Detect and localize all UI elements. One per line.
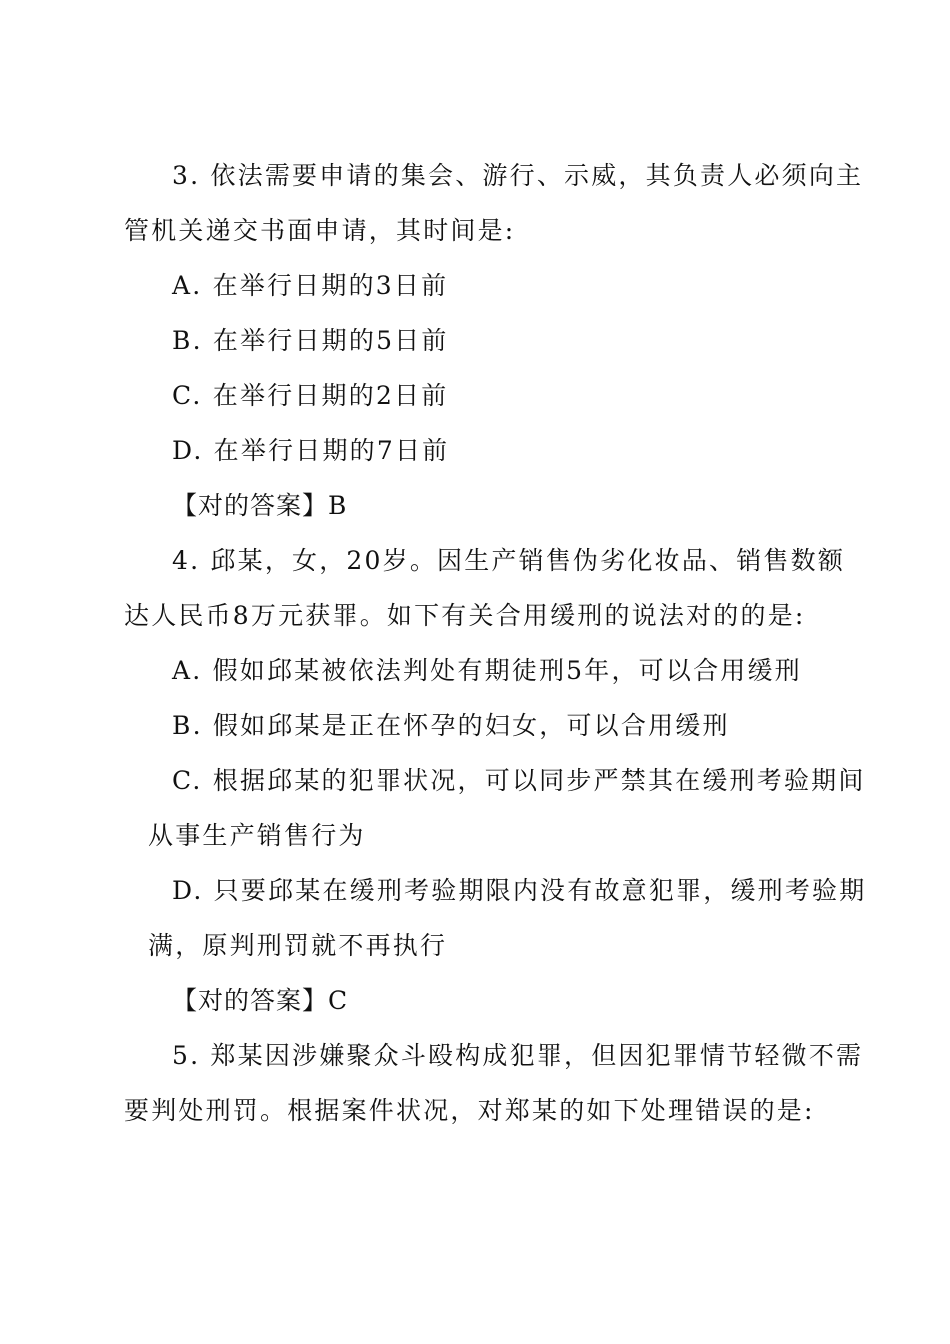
question-4-option-b: B. 假如邱某是正在怀孕的妇女，可以合用缓刑 xyxy=(172,711,730,740)
question-3-option-d: D. 在举行日期的7日前 xyxy=(172,436,450,465)
question-4-option-c-line-2: 从事生产销售行为 xyxy=(148,821,366,850)
question-3-option-a: A. 在举行日期的3日前 xyxy=(172,271,449,300)
question-4-option-c-line-1: C. 根据邱某的犯罪状况，可以同步严禁其在缓刑考验期间 xyxy=(172,766,866,795)
question-number: 4. xyxy=(172,546,201,575)
question-4-option-d-line-1: D. 只要邱某在缓刑考验期限内没有故意犯罪，缓刑考验期 xyxy=(172,876,867,905)
question-4-answer: 【对的答案】C xyxy=(172,986,349,1015)
question-5-stem-line-2: 要判处刑罚。根据案件状况，对郑某的如下处理错误的是: xyxy=(124,1096,815,1125)
question-3-option-b: B. 在举行日期的5日前 xyxy=(172,326,449,355)
question-5-stem-line-1: 5. 郑某因涉嫌聚众斗殴构成犯罪，但因犯罪情节轻微不需 xyxy=(172,1041,864,1070)
question-4-stem-line-2: 达人民币8万元获罪。如下有关合用缓刑的说法对的的是: xyxy=(124,601,806,630)
question-3-option-c: C. 在举行日期的2日前 xyxy=(172,381,449,410)
question-3-stem-line-2: 管机关递交书面申请，其时间是: xyxy=(124,216,516,245)
question-3-stem-line-1: 3. 依法需要申请的集会、游行、示威，其负责人必须向主 xyxy=(172,161,864,190)
question-4-option-a: A. 假如邱某被依法判处有期徒刑5年，可以合用缓刑 xyxy=(172,656,802,685)
question-3-answer: 【对的答案】B xyxy=(172,491,348,520)
question-4-option-d-line-2: 满，原判刑罚就不再执行 xyxy=(148,931,448,960)
question-number: 3. xyxy=(172,161,201,190)
question-4-stem-line-1: 4. 邱某，女，20岁。因生产销售伪劣化妆品、销售数额 xyxy=(172,546,846,575)
question-number: 5. xyxy=(172,1041,201,1070)
